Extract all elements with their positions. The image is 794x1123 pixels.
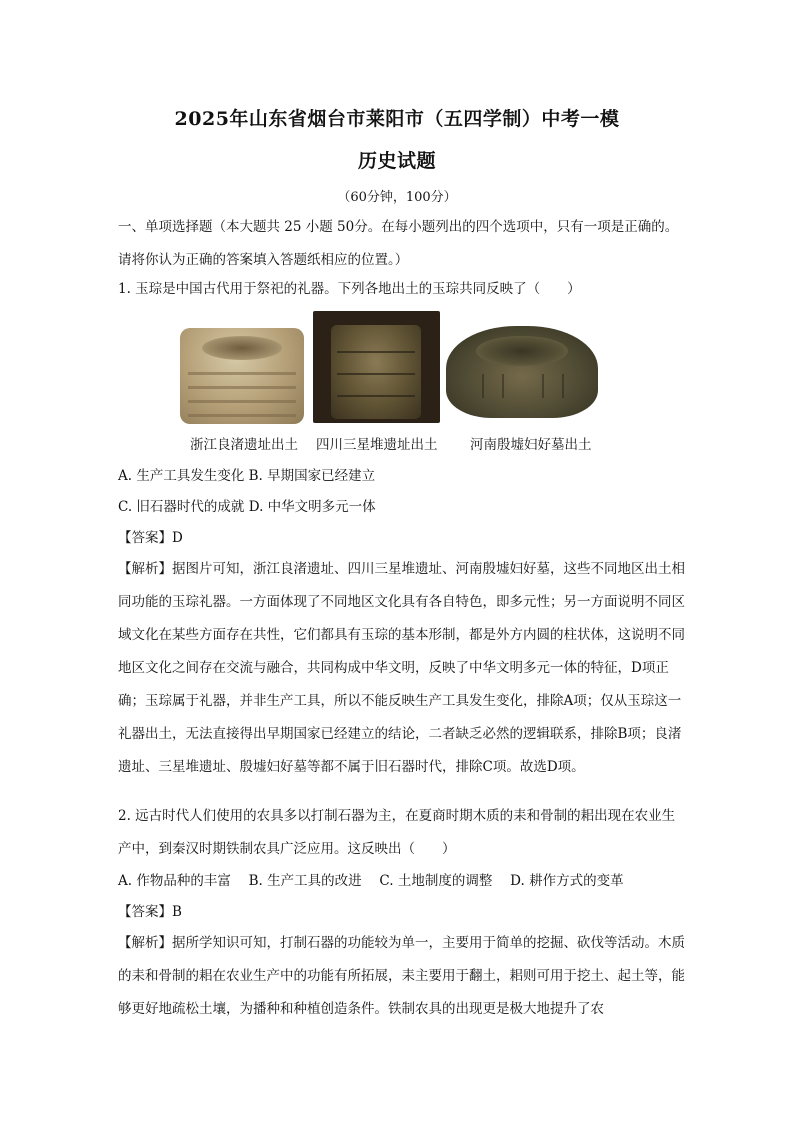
question-1-stem: 1. 玉琮是中国古代用于祭祀的礼器。下列各地出土的玉琮共同反映了（ ） [118, 281, 581, 297]
question-2-stem: 2. 远古时代人们使用的农具多以打制石器为主，在夏商时期木质的耒和骨制的耜出现在农业生产中，到秦汉时期铁制农具广泛应用。这反映出（ ） [118, 808, 676, 857]
question-2-analysis: 【解析】据所学知识可知，打制石器的功能较为单一，主要用于简单的挖掘、砍伐等活动。木质的耒和骨制的耜在农业生产中的功能有所拓展，耒主要用于翻土，耜则可用于挖土、起土等，能够更好地疏松土壤，为播种和种植创造条件。铁制农具的出现更是极大地提升了农 [118, 935, 685, 1017]
exam-subtitle: 历史试题 [357, 150, 436, 172]
section-instructions: 一、单项选择题（本大题共 25 小题 50分。在每小题列出的四个选项中，只有一项是正确的。请将你认为正确的答案填入答题纸相应的位置。） [118, 219, 679, 268]
question-1-options-cd: C. 旧石器时代的成就 D. 中华文明多元一体 [118, 499, 376, 515]
jade-cong-sanxingdui-image [313, 311, 440, 423]
image-caption-sanxingdui: 四川三星堆遗址出土 [316, 437, 438, 453]
jade-cong-liangzhu-image [180, 328, 304, 424]
question-1-options-ab: A. 生产工具发生变化 B. 早期国家已经建立 [118, 468, 376, 484]
exam-meta: （60分钟，100分） [337, 190, 457, 205]
question-2-answer: 【答案】B [118, 904, 182, 920]
question-1-answer: 【答案】D [118, 530, 183, 546]
exam-title: 2025年山东省烟台市莱阳市（五四学制）中考一模 [174, 108, 620, 130]
question-2-options: A. 作物品种的丰富 B. 生产工具的改进 C. 土地制度的调整 D. 耕作方式的变革 [118, 873, 624, 889]
question-1-analysis: 【解析】据图片可知，浙江良渚遗址、四川三星堆遗址、河南殷墟妇好墓，这些不同地区出土相同功能的玉琮礼器。一方面体现了不同地区文化具有各自特色，即多元性；另一方面说明不同区域文化在某些方面存在共性，它们都具有玉琮的基本形制，都是外方内圆的柱状体，这说明不同地区文化之间存在交流与融合，共同构成中华文明，反映了中华文明多元一体的特征，D项正确；玉琮属于礼器，并非生产工具，所以不能反映生产工具发生变化，排除A项；仅从玉琮这一礼器出土，无法直接得出早期国家已经建立的结论，二者缺乏必然的逻辑联系，排除B项；良渚遗址、三星堆遗址、殷墟妇好墓等都不属于旧石器时代，排除C项。故选D项。 [118, 561, 685, 775]
image-caption-liangzhu: 浙江良渚遗址出土 [190, 437, 298, 453]
image-caption-yinxu: 河南殷墟妇好墓出土 [470, 437, 592, 453]
jade-cong-yinxu-image [446, 326, 598, 418]
